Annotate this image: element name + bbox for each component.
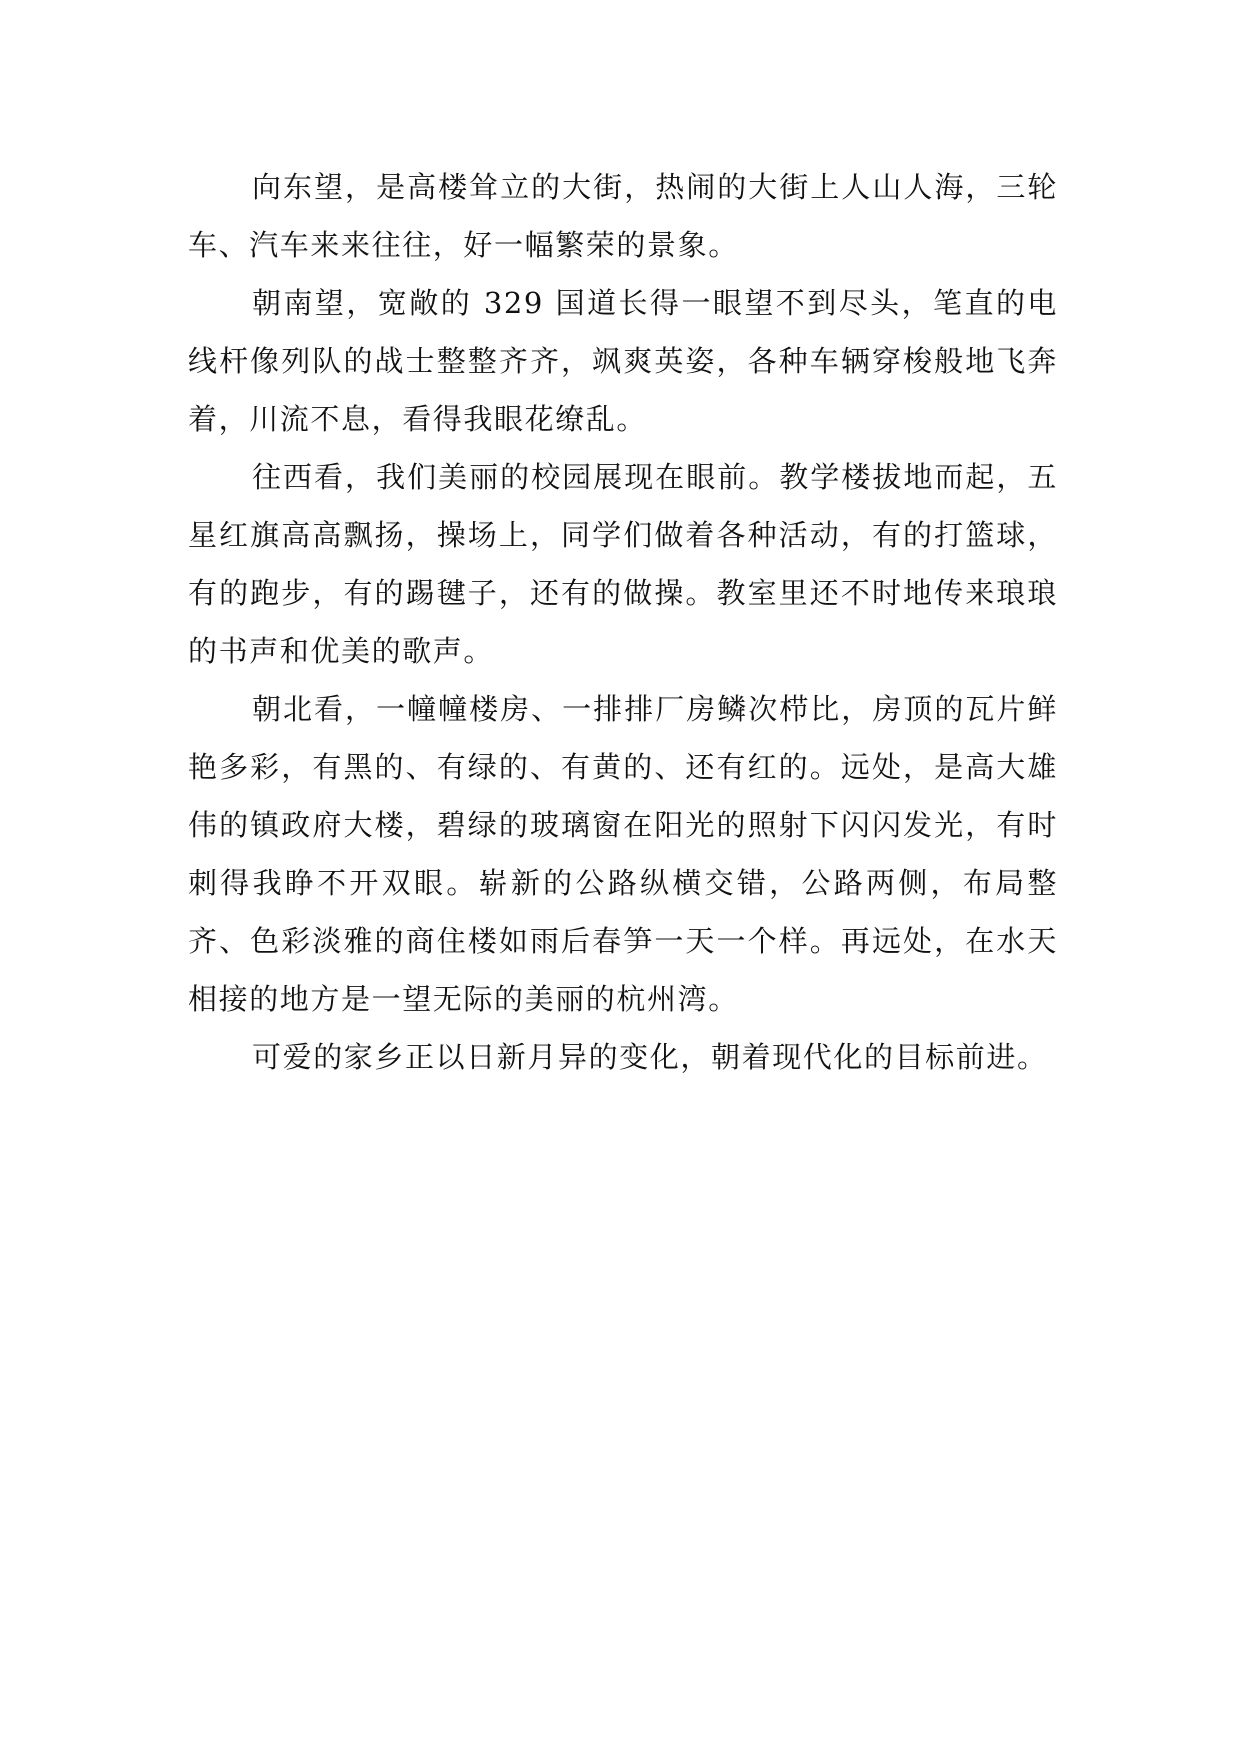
paragraph-east: 向东望，是高楼耸立的大街，热闹的大街上人山人海，三轮车、汽车来来往往，好一幅繁荣的景象。 bbox=[188, 170, 1058, 262]
paragraph-north: 朝北看，一幢幢楼房、一排排厂房鳞次栉比，房顶的瓦片鲜艳多彩，有黑的、有绿的、有黄的、还有红的。远处，是高大雄伟的镇政府大楼，碧绿的玻璃窗在阳光的照射下闪闪发光，有时刺得我睁不开双眼。崭新的公路纵横交错，公路两侧，布局整齐、色彩淡雅的商住楼如雨后春笋一天一个样。再远处，在水天相接的地方是一望无际的美丽的杭州湾。 bbox=[188, 692, 1058, 1016]
paragraph-west: 往西看，我们美丽的校园展现在眼前。教学楼拔地而起，五星红旗高高飘扬，操场上，同学们做着各种活动，有的打篮球，有的跑步，有的踢毽子，还有的做操。教室里还不时地传来琅琅的书声和优美的歌声。 bbox=[188, 460, 1058, 668]
document-body bbox=[188, 158, 1058, 1086]
paragraph-conclusion: 可爱的家乡正以日新月异的变化，朝着现代化的目标前进。 bbox=[252, 1040, 1048, 1074]
paragraph-south: 朝南望，宽敞的 329 国道长得一眼望不到尽头，笔直的电线杆像列队的战士整整齐齐，飒爽英姿，各种车辆穿梭般地飞奔着，川流不息，看得我眼花缭乱。 bbox=[188, 286, 1058, 436]
